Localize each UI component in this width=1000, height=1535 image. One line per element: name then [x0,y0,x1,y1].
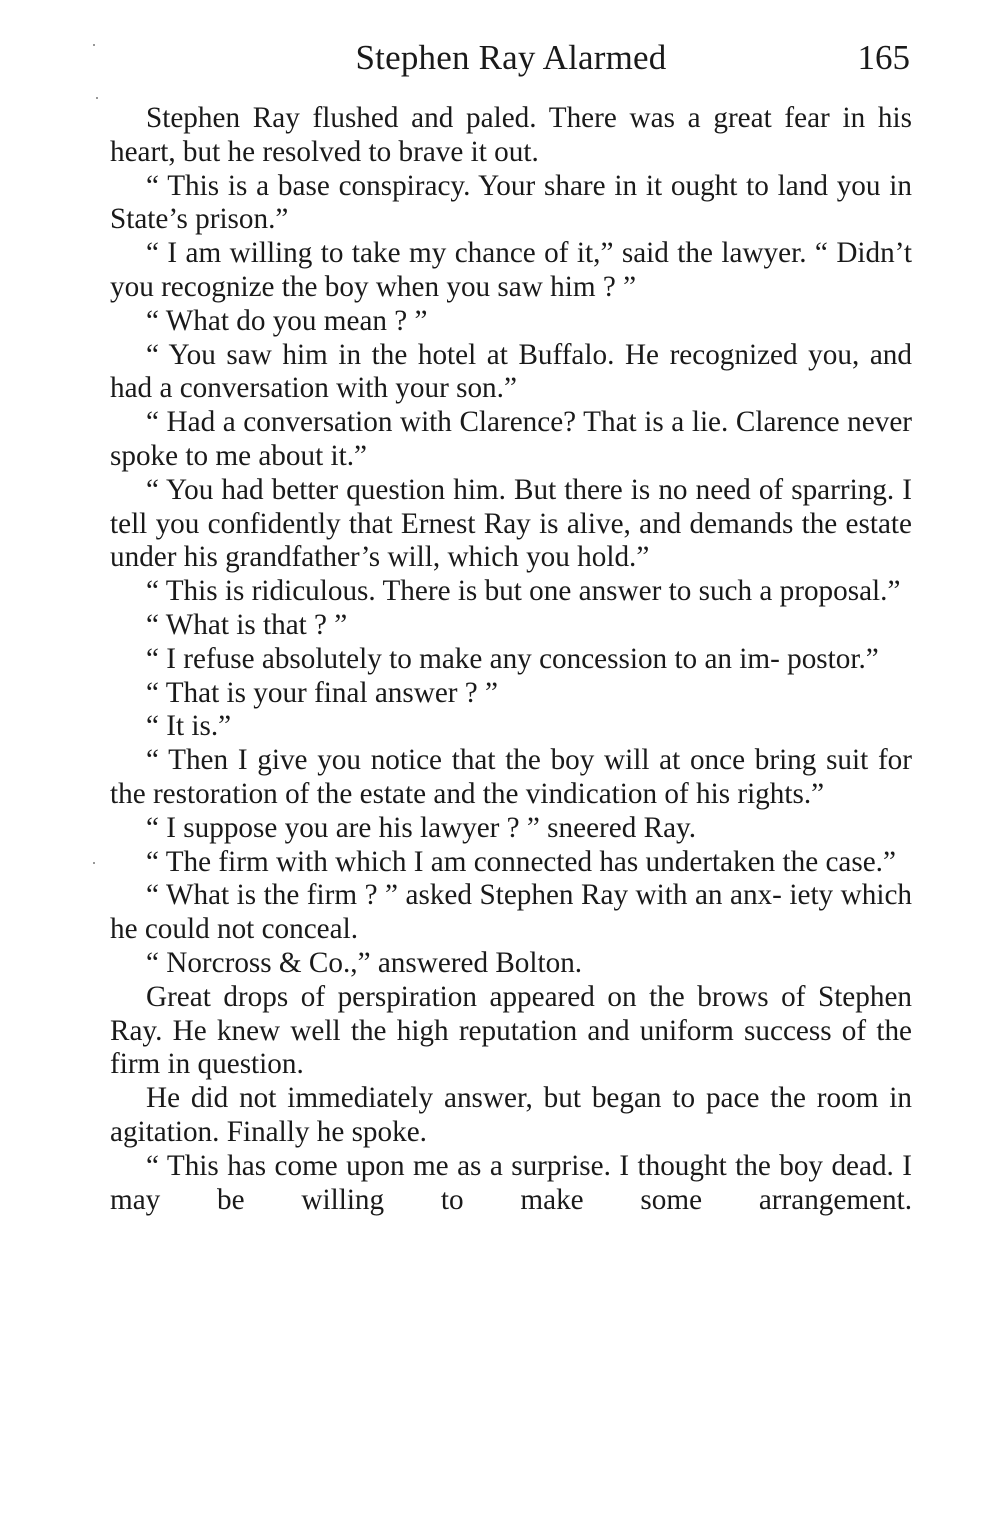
paragraph: “ You had better question him. But there is no need of sparring. I tell you confidently that Ernest Ray is alive, and demands the estate under his grandfather’s will, which you hold.” [110,473,912,574]
paragraph: “ It is.” [146,710,232,743]
paragraph: “ That is your final answer ? ” [146,676,499,709]
paragraph: “ I suppose you are his lawyer ? ” sneered Ray. [146,811,697,844]
paragraph: “ Had a conversation with Clarence? That is a lie. Clarence never spoke to me about it.” [110,406,912,472]
scan-speck [96,97,98,99]
paragraph: “ This has come upon me as a surprise. I thought the boy dead. I may be willing to make some arrangement. [110,1149,912,1216]
paragraph: “ I am willing to take my chance of it,” said the lawyer. “ Didn’t you recognize the boy when you saw him ? ” [110,237,912,303]
paragraph: “ What do you mean ? ” [146,304,428,337]
paragraph: “ What is that ? ” [146,608,348,641]
paragraph: “ You saw him in the hotel at Buffalo. He recognized you, and had a conversation with your son.” [110,338,912,405]
paragraph: “ This is ridiculous. There is but one answer to such a proposal.” [146,575,901,608]
paragraph: “ Norcross & Co.,” answered Bolton. [146,946,583,979]
page-number: 165 [857,38,910,77]
paragraph: He did not immediately answer, but began to pace the room in agitation. Finally he spoke. [110,1082,912,1148]
scan-speck [93,862,95,864]
body-text [110,102,912,1217]
page-header [110,30,912,92]
scan-speck [93,44,95,46]
paragraph: Stephen Ray flushed and paled. There was a great fear in his heart, but he resolved to brave it out. [110,102,912,168]
paragraph: “ What is the firm ? ” asked Stephen Ray with an anx- iety which he could not conceal. [110,879,912,946]
paragraph: “ This is a base conspiracy. Your share in it ought to land you in State’s prison.” [110,169,912,236]
paragraph: “ I refuse absolutely to make any concession to an im- postor.” [146,642,879,675]
paragraph: “ Then I give you notice that the boy will at once bring suit for the restoration of the estate and the vindication of his rights.” [110,744,912,810]
running-title: Stephen Ray Alarmed [355,38,667,77]
paragraph: “ The firm with which I am connected has undertaken the case.” [146,845,896,878]
paragraph: Great drops of perspiration appeared on the brows of Stephen Ray. He knew well the high reputation and uniform success of the firm in question. [110,980,912,1081]
book-page [110,30,912,1500]
